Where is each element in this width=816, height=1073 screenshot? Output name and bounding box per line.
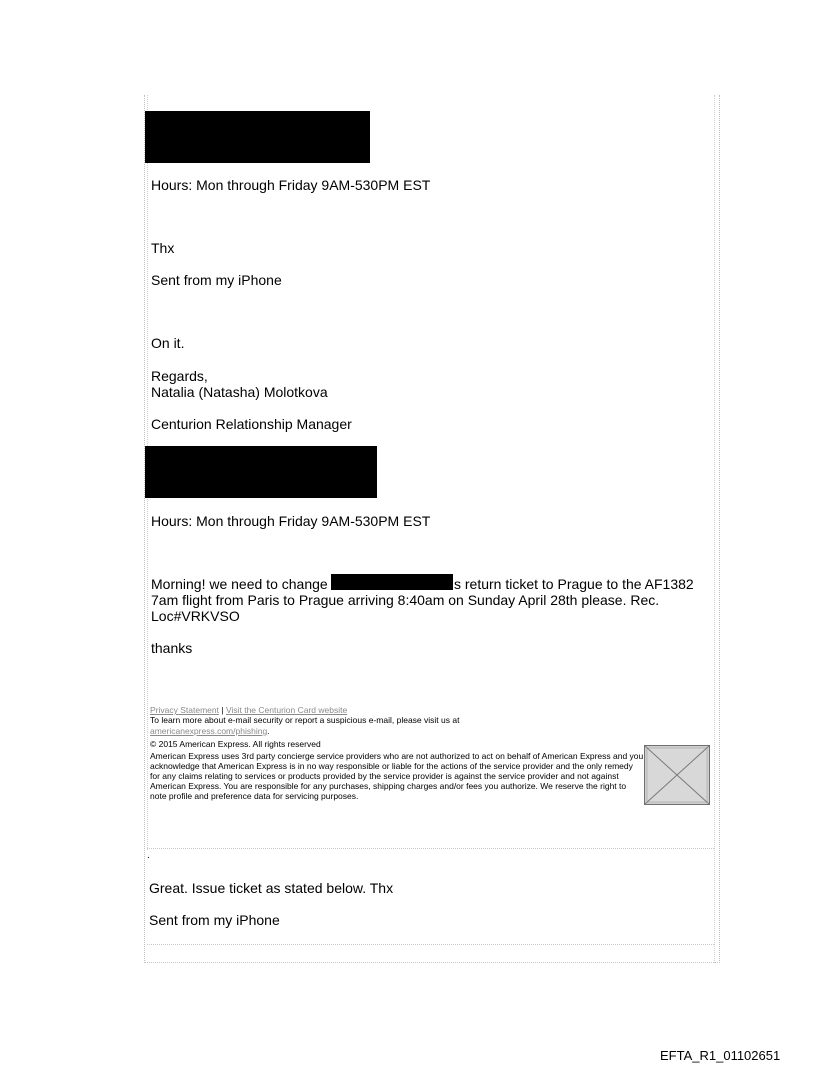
redaction-block (145, 446, 377, 498)
phishing-period: . (267, 726, 270, 736)
message-separator (147, 944, 714, 945)
frame-bottom-border (144, 962, 720, 963)
frame-inner-border-right (714, 95, 715, 963)
link-separator: | (221, 705, 224, 715)
closing-text: thanks (151, 640, 193, 656)
message-body: Great. Issue ticket as stated below. Thx (149, 880, 394, 896)
phishing-line (150, 726, 270, 736)
hours-text: Hours: Mon through Friday 9AM-530PM EST (151, 177, 431, 193)
message-line: Morning! we need to change (151, 576, 328, 592)
message-separator (147, 848, 714, 849)
disclaimer-text: American Express uses 3rd party concierge service providers who are not authorized to act on behalf of American Express and you acknowledge that American Express is in no way responsible or liable for the actions of the service provider and the only remedy for any claims relating to services or products provided by the service provider is against the service provider and not against American Express. You are responsible for any purchases, shipping charges and/or fees you authorize. We reserve the right to note profile and preference data for servicing purposes. (150, 751, 644, 801)
privacy-statement-link[interactable]: Privacy Statement (150, 705, 219, 715)
email-thread-frame (144, 95, 720, 963)
hours-text: Hours: Mon through Friday 9AM-530PM EST (151, 513, 431, 529)
sender-name: Natalia (Natasha) Molotkova (151, 384, 328, 400)
signature-text: Sent from my iPhone (151, 272, 282, 288)
signature-text: Sent from my iPhone (149, 912, 280, 928)
regards-text: Regards, (151, 368, 208, 384)
footer-links (150, 705, 347, 715)
message-line: 7am flight from Paris to Prague arriving 8:40am on Sunday April 28th please. Rec. (151, 592, 660, 608)
separator-dot: . (147, 850, 150, 861)
redaction-block (145, 111, 370, 163)
phishing-link[interactable]: americanexpress.com/phishing (150, 726, 268, 736)
copyright-text: © 2015 American Express. All rights reserved (150, 739, 321, 749)
centurion-website-link[interactable]: Visit the Centurion Card website (225, 705, 348, 715)
sender-title: Centurion Relationship Manager (151, 416, 352, 432)
message-body: Thx (151, 240, 175, 256)
document-id: EFTA_R1_01102651 (660, 1048, 781, 1063)
redaction-block (331, 574, 453, 590)
message-line: Loc#VRKVSO (151, 608, 240, 624)
broken-image-icon (644, 745, 710, 805)
security-text: To learn more about e-mail security or report a suspicious e-mail, please visit us at (150, 715, 460, 725)
message-body: On it. (151, 335, 185, 351)
message-line: s return ticket to Prague to the AF1382 (454, 576, 694, 592)
